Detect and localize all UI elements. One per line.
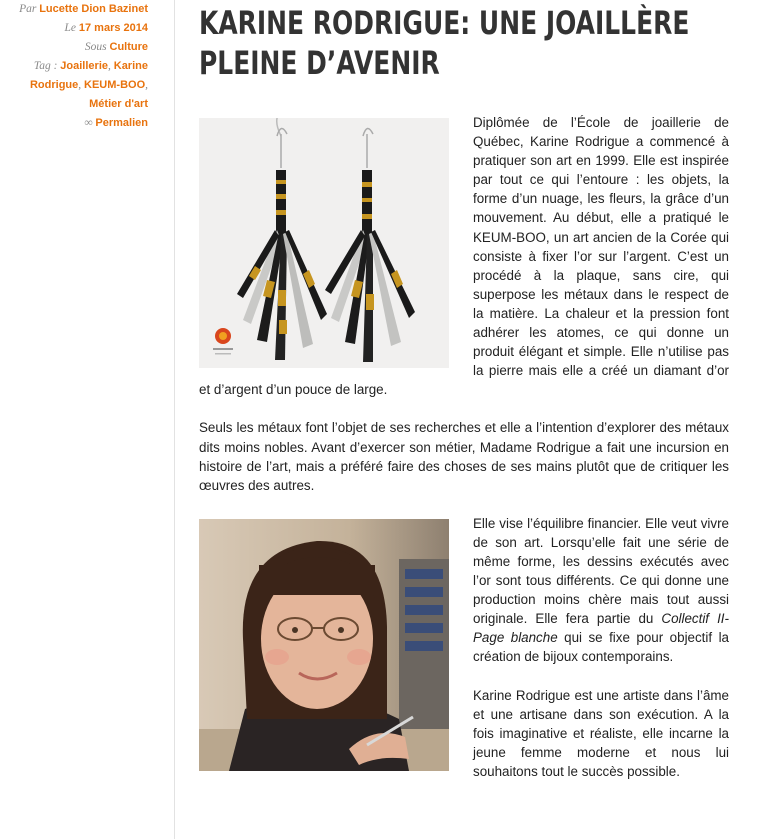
earrings-illustration: [199, 118, 449, 368]
tag-link-keum-boo[interactable]: KEUM-BOO: [84, 79, 146, 91]
article-body: [199, 113, 729, 800]
paragraph-4: Karine Rodrigue est une artiste dans l’âme et une artisane dans son exécution. A la fois imaginative et réaliste, elle incarne la jeune femme moderne et nous lui souhaitons tout le succès possible.: [473, 687, 729, 779]
post-date: [0, 19, 148, 38]
paragraph-2: Seuls les métaux font l’objet de ses recherches et elle a l’intention d’explorer des métaux dits moins nobles. Avant d’exercer son métier, Madame Rodrigue a fait une incursion en histoire de l’art, mais a préféré faire des choses de ses mains plutôt que de critiquer les œuvres des autres.: [199, 420, 729, 493]
author-link[interactable]: Lucette Dion Bazinet: [39, 3, 148, 15]
column-divider: [174, 0, 175, 839]
paragraph-1: Diplômée de l’École de joaillerie de Québec, Karine Rodrigue a commencé à pratiquer son art en 1999. Elle est inspirée par tout ce qui l’entoure : les objets, la forme d’un nuage, les fleurs, la grâce d’un mouvement. Au début, elle a pratiqué le KEUM-BOO, un art ancien de la Corée qui consiste à fixer l’or sur l’argent. C’est un procédé à la plaque, sans cire, qui superpose les métaux dans le respect de la matière. La chaleur et la pression font adhérer les atomes, ce qui donne un produit élégant et simple. Elle n’utilise pas la pierre mais elle a créé un diamant d’or et d’argent d’un pouce de large.: [199, 115, 729, 398]
byline: [0, 0, 148, 19]
tag-link-karine-rodrigue[interactable]: Karine Rodrigue: [29, 60, 148, 91]
paragraph-3-start: Elle vise l’équilibre financier. Elle veut vivre de son art. Lorsqu’elle fait une série de même forme, les dessins exécutés avec l’or sont tous différents. Ce qui donne une production moins chère mais tout aussi originale. Elle fera partie du: [473, 515, 729, 627]
collectif-name: Collectif II-Page blanche: [473, 611, 729, 646]
permalink-link[interactable]: Permalien: [95, 117, 148, 129]
permalink-icon: ∞: [84, 117, 93, 129]
tag-link-joaillerie[interactable]: Joaillerie: [60, 60, 108, 72]
post-tags: Tag : Joaillerie, Karine Rodrigue, KEUM-BOO, Métier d'art: [29, 60, 148, 110]
date-link[interactable]: 17 mars 2014: [78, 22, 148, 34]
portrait-illustration: [199, 519, 449, 771]
post-category: [0, 38, 148, 57]
tag-link-metier-dart[interactable]: Métier d'art: [89, 98, 148, 110]
category-prefix: Sous: [84, 41, 107, 53]
by-prefix: Par: [19, 3, 37, 15]
paragraph-3-end: qui se fixe pour objectif la création de bijoux contemporains.: [473, 630, 729, 665]
category-link[interactable]: Culture: [109, 41, 148, 53]
permalink-row: [0, 114, 148, 133]
portrait-photo: [199, 519, 449, 771]
article-title: KARINE RODRIGUE: UNE JOAILLÈRE PLEINE D’AVENIR: [199, 4, 690, 82]
tags-prefix: Tag :: [33, 60, 58, 72]
post-meta: [0, 0, 148, 133]
earrings-photo: [199, 118, 449, 368]
date-prefix: Le: [64, 22, 76, 34]
